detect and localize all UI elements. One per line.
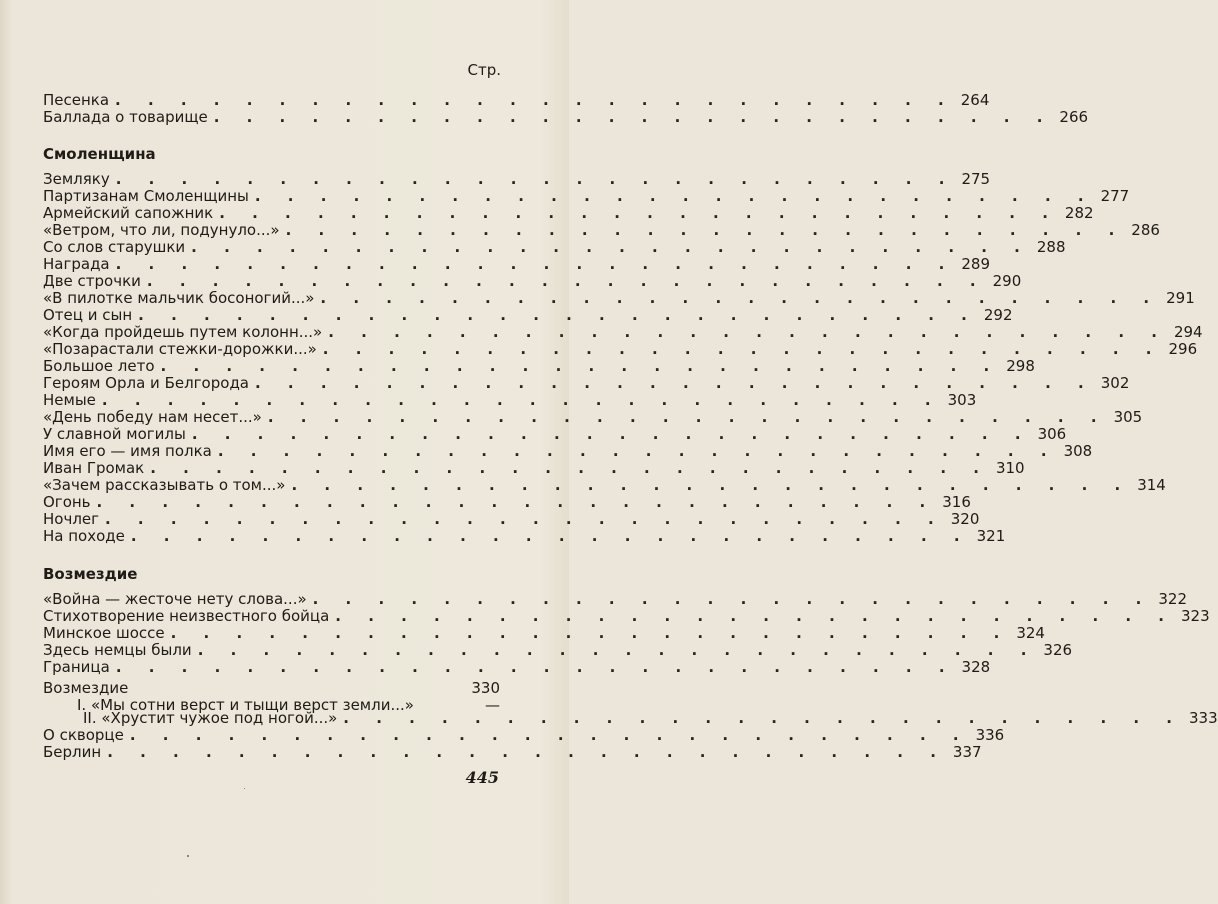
toc-entry-page: 291 <box>1166 289 1195 307</box>
dot-leader: . . . . . . . . . . . . . . . . . . . . . . . . . . <box>160 357 1001 375</box>
toc-entry-page: 266 <box>1059 108 1089 126</box>
toc-entry-page: 333 <box>1189 709 1218 727</box>
dot-leader: . . . . . . . . . . . . . . . . . . . . . . . . . . <box>255 374 1095 392</box>
toc-entry-page: 298 <box>1006 357 1035 375</box>
toc-entry[interactable] <box>43 289 1195 307</box>
toc-entry-page: 305 <box>1113 408 1143 426</box>
toc-entry[interactable] <box>43 238 1066 256</box>
toc-entry-page: 282 <box>1064 204 1094 222</box>
dot-leader: . . . . . . . . . . . . . . . . . . . . . . . . . . <box>322 340 1163 358</box>
toc-entry-page: 328 <box>961 658 991 676</box>
toc-entry-title: Немые <box>43 391 96 409</box>
toc-entry-page: 290 <box>992 272 1022 290</box>
toc-entry[interactable] <box>43 442 1093 460</box>
toc-entry-title: Со слов старушки <box>43 238 186 256</box>
toc-entry-title: Возмездие <box>43 679 129 697</box>
dot-leader: . . . . . . . . . . . . . . . . . . . . . . . . . . <box>254 187 1095 205</box>
dot-leader: . . . . . . . . . . . . . . . . . . . . . . . . . . <box>343 709 1184 727</box>
toc-entry[interactable] <box>43 374 1130 392</box>
dot-leader: . . . . . . . . . . . . . . . . . . . . . . . . . . <box>146 272 987 290</box>
toc-entry-page: 275 <box>961 170 991 188</box>
toc-entry-title: «День победу нам несет...» <box>43 408 262 426</box>
toc-entry[interactable] <box>43 204 1094 222</box>
toc-entry-title: Стихотворение неизвестного бойца <box>43 607 330 625</box>
dot-leader: . . . . . . . . . . . . . . . . . . . . . . . . . . <box>150 459 990 477</box>
dot-leader: . . . . . . . . . . . . . . . . . . . . . . . . . . <box>191 425 1032 443</box>
dot-leader: . . . . . . . . . . . . . . . . . . . . . . . . . . <box>291 476 1132 494</box>
toc-entry-title: Героям Орла и Белгорода <box>43 374 250 392</box>
toc-entry-title: «Когда пройдешь путем колонн...» <box>43 323 323 341</box>
toc-entry[interactable] <box>43 675 500 697</box>
dot-leader <box>420 692 464 710</box>
paper-speck <box>187 855 189 857</box>
toc-entry-page: 308 <box>1063 442 1093 460</box>
dot-leader: . . . . . . . . . . . . . . . . . . . . . . . . . . <box>219 204 1059 222</box>
toc-entry-page: 292 <box>983 306 1013 324</box>
toc-entry-title: Здесь немцы были <box>43 641 192 659</box>
dot-leader: . . . . . . . . . . . . . . . . . . . . . . . . . . <box>101 391 942 409</box>
dot-leader <box>134 675 464 693</box>
toc-entry-title: «Зачем рассказывать о том...» <box>43 476 286 494</box>
dot-leader: . . . . . . . . . . . . . . . . . . . . . . . . . . <box>115 255 956 273</box>
section-heading: Возмездие <box>43 565 138 583</box>
toc-entry-title: Большое лето <box>43 357 155 375</box>
toc-entry[interactable] <box>43 527 1006 545</box>
toc-entry-page: 323 <box>1181 607 1210 625</box>
toc-entry[interactable] <box>43 255 990 273</box>
toc-entry-title: Армейский сапожник <box>43 204 214 222</box>
toc-entry[interactable] <box>43 425 1067 443</box>
page-column-label: Стр. <box>467 61 501 79</box>
dot-leader: . . . . . . . . . . . . . . . . . . . . . . . . . . <box>138 306 978 324</box>
toc-entry-page: — <box>485 696 500 714</box>
dot-leader: . . . . . . . . . . . . . . . . . . . . . . . . . . <box>115 170 956 188</box>
dot-leader: . . . . . . . . . . . . . . . . . . . . . . . . . . <box>115 91 955 109</box>
dot-leader: . . . . . . . . . . . . . . . . . . . . . . . . . . <box>312 590 1153 608</box>
toc-entry-page: 302 <box>1100 374 1130 392</box>
toc-entry[interactable] <box>43 590 1187 608</box>
toc-entry[interactable] <box>43 391 977 409</box>
toc-entry-title: Иван Громак <box>43 459 145 477</box>
toc-entry[interactable] <box>43 658 991 676</box>
toc-entry-title: I. «Мы сотни верст и тыщи верст земли...» <box>77 696 414 714</box>
toc-entry-page: 316 <box>942 493 971 511</box>
toc-entry[interactable] <box>43 641 1073 659</box>
toc-entry-title: Награда <box>43 255 110 273</box>
toc-entry-title: Земляку <box>43 170 110 188</box>
dot-leader: . . . . . . . . . . . . . . . . . . . . . . . . . . <box>320 289 1161 307</box>
toc-entry[interactable] <box>43 91 990 109</box>
toc-entry[interactable] <box>43 624 1045 642</box>
toc-entry[interactable] <box>43 221 1160 239</box>
toc-entry-title: «Позарастали стежки-дорожки...» <box>43 340 317 358</box>
toc-entry-page: 277 <box>1100 187 1130 205</box>
toc-entry[interactable] <box>43 306 1013 324</box>
toc-entry-page: 294 <box>1173 323 1203 341</box>
toc-entry[interactable] <box>43 607 1210 625</box>
toc-entry-title: «Война — жесточе нету слова...» <box>43 590 307 608</box>
toc-entry-page: 336 <box>975 726 1005 744</box>
toc-entry-page: 286 <box>1131 221 1160 239</box>
toc-entry-page: 288 <box>1036 238 1066 256</box>
toc-entry[interactable] <box>43 510 980 528</box>
toc-entry[interactable] <box>43 272 1022 290</box>
toc-entry-page: 296 <box>1168 340 1198 358</box>
toc-entry-title: Минское шоссе <box>43 624 165 642</box>
toc-entry-page: 322 <box>1158 590 1187 608</box>
toc-entry[interactable] <box>43 459 1025 477</box>
toc-entry-page: 289 <box>961 255 990 273</box>
page-number: 445 <box>465 768 499 787</box>
toc-entry-title: Берлин <box>43 743 102 761</box>
dot-leader: . . . . . . . . . . . . . . . . . . . . . . . . . . <box>105 510 945 528</box>
toc-entry[interactable] <box>43 493 971 511</box>
toc-entry-title: На походе <box>43 527 125 545</box>
toc-entry[interactable] <box>43 476 1166 494</box>
dot-leader: . . . . . . . . . . . . . . . . . . . . . . . . . . <box>170 624 1011 642</box>
dot-leader: . . . . . . . . . . . . . . . . . . . . . . . . . . <box>197 641 1038 659</box>
dot-leader: . . . . . . . . . . . . . . . . . . . . . . . . . . <box>285 221 1126 239</box>
section-heading: Смоленщина <box>43 145 156 163</box>
dot-leader: . . . . . . . . . . . . . . . . . . . . . . . . . . <box>130 527 971 545</box>
toc-entry-page: 320 <box>950 510 980 528</box>
toc-entry[interactable] <box>43 709 1218 727</box>
toc-entry-title: Граница <box>43 658 110 676</box>
toc-entry-title: Отец и сын <box>43 306 133 324</box>
toc-entry-title: У славной могилы <box>43 425 186 443</box>
toc-entry-title: Две строчки <box>43 272 141 290</box>
dot-leader: . . . . . . . . . . . . . . . . . . . . . . . . . . <box>129 726 970 744</box>
toc-entry-title: II. «Хрустит чужое под ногой...» <box>83 709 338 727</box>
toc-entry-title: Ночлег <box>43 510 100 528</box>
toc-entry-title: Имя его — имя полка <box>43 442 212 460</box>
toc-entry[interactable] <box>43 408 1143 426</box>
toc-entry-page: 303 <box>947 391 977 409</box>
toc-entry-page: 310 <box>995 459 1025 477</box>
toc-entry-title: Огонь <box>43 493 91 511</box>
dot-leader: . . . . . . . . . . . . . . . . . . . . . . . . . . <box>267 408 1108 426</box>
toc-entry-page: 330 <box>471 679 500 697</box>
toc-entry-page: 324 <box>1016 624 1045 642</box>
toc-entry[interactable] <box>43 187 1130 205</box>
toc-entry-title: «В пилотке мальчик босоногий...» <box>43 289 315 307</box>
toc-entry[interactable] <box>43 357 1035 375</box>
toc-entry-page: 321 <box>976 527 1006 545</box>
toc-entry[interactable] <box>43 323 1203 341</box>
toc-entry[interactable] <box>43 692 500 714</box>
toc-entry[interactable] <box>43 340 1198 358</box>
toc-entry-title: Баллада о товарище <box>43 108 208 126</box>
dot-leader: . . . . . . . . . . . . . . . . . . . . . . . . . . <box>107 743 947 761</box>
toc-entry[interactable] <box>43 170 991 188</box>
toc-entry-page: 314 <box>1137 476 1166 494</box>
toc-entry-title: Песенка <box>43 91 110 109</box>
dot-leader: . . . . . . . . . . . . . . . . . . . . . . . . . . <box>191 238 1031 256</box>
toc-entry-page: 264 <box>960 91 990 109</box>
dot-leader: . . . . . . . . . . . . . . . . . . . . . . . . . . <box>213 108 1054 126</box>
toc-entry-page: 306 <box>1037 425 1067 443</box>
toc-entry[interactable] <box>43 743 982 761</box>
dot-leader: . . . . . . . . . . . . . . . . . . . . . . . . . . <box>335 607 1175 625</box>
toc-entry-title: «Ветром, что ли, подунуло...» <box>43 221 280 239</box>
dot-leader: . . . . . . . . . . . . . . . . . . . . . . . . . . <box>328 323 1168 341</box>
dot-leader: . . . . . . . . . . . . . . . . . . . . . . . . . . <box>115 658 956 676</box>
toc-entry-page: 326 <box>1043 641 1073 659</box>
toc-entry-title: Партизанам Смоленщины <box>43 187 249 205</box>
dot-leader: . . . . . . . . . . . . . . . . . . . . . . . . . . <box>96 493 937 511</box>
dot-leader: . . . . . . . . . . . . . . . . . . . . . . . . . . <box>217 442 1058 460</box>
toc-entry[interactable] <box>43 108 1089 126</box>
toc-entry-page: 337 <box>952 743 982 761</box>
toc-entry[interactable] <box>43 726 1005 744</box>
toc-entry-title: О скворце <box>43 726 124 744</box>
paper-speck <box>244 788 245 789</box>
